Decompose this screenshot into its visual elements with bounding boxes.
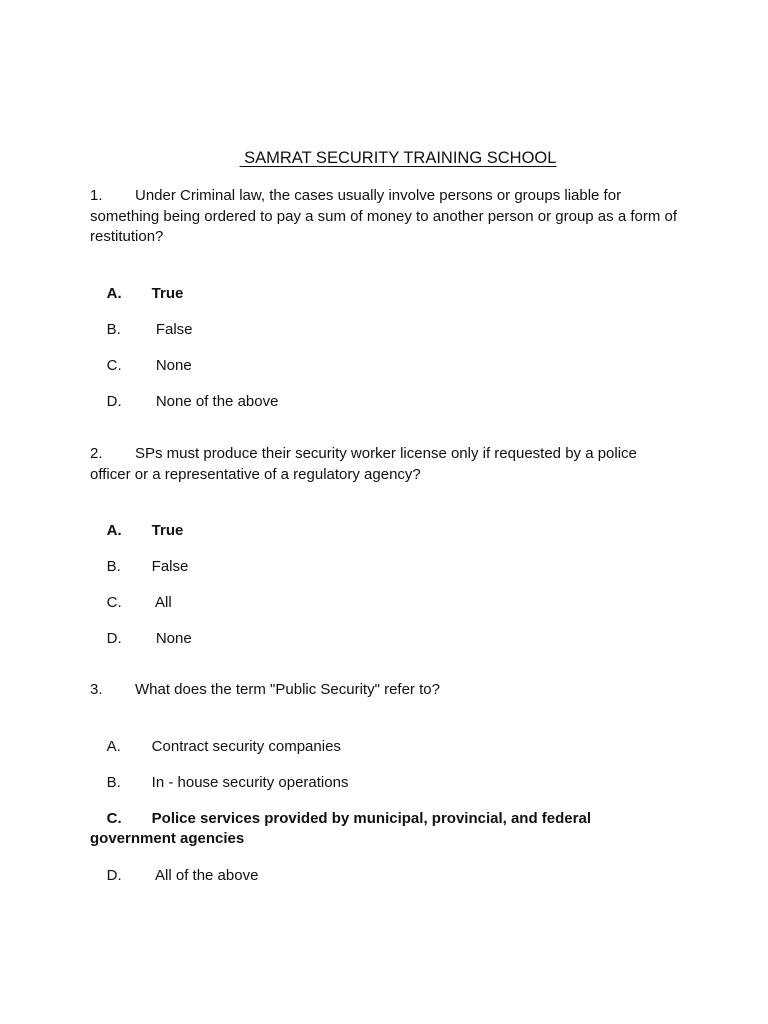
- question-number: 1.: [90, 187, 103, 204]
- question-1: [90, 186, 680, 248]
- option-letter: A.: [106, 284, 122, 302]
- option-letter: C.: [106, 593, 122, 611]
- option-text: False: [151, 320, 193, 338]
- option-letter: B.: [106, 773, 121, 791]
- option-text: All of the above: [151, 866, 259, 884]
- question-2-option-d: [90, 608, 690, 670]
- option-letter: D.: [106, 392, 122, 410]
- option-text: Police services provided by municipal, provincial, and federal government agencies: [90, 809, 596, 847]
- option-letter: C.: [106, 356, 122, 374]
- option-letter: A.: [106, 737, 121, 755]
- question-1-option-d: [90, 371, 690, 433]
- option-text: All: [151, 593, 172, 611]
- option-text: False: [151, 557, 189, 575]
- option-letter: C.: [106, 809, 122, 827]
- question-2: [90, 444, 680, 485]
- question-text: SPs must produce their security worker license only if requested by a police officer or a representative of a regulatory agency?: [90, 445, 637, 483]
- option-letter: D.: [106, 866, 122, 884]
- option-letter: A.: [106, 521, 122, 539]
- option-text: None of the above: [151, 392, 279, 410]
- option-text: In - house security operations: [151, 773, 349, 791]
- document-title: SAMRAT SECURITY TRAINING SCHOOL: [239, 149, 557, 167]
- option-text: True: [151, 521, 184, 539]
- question-3-option-d: [90, 845, 690, 907]
- option-letter: D.: [106, 629, 122, 647]
- question-number: 3.: [90, 681, 103, 698]
- option-text: Contract security companies: [151, 737, 341, 755]
- option-letter: B.: [106, 557, 121, 575]
- question-text: Under Criminal law, the cases usually involve persons or groups liable for something being ordered to pay a sum of money to another person or group as a form of restitution?: [90, 187, 678, 245]
- question-3: [90, 680, 680, 701]
- option-text: True: [151, 284, 184, 302]
- question-number: 2.: [90, 445, 103, 462]
- question-text: What does the term "Public Security" refer to?: [135, 681, 440, 698]
- option-letter: B.: [106, 320, 121, 338]
- option-text: None: [151, 356, 192, 374]
- option-text: None: [151, 629, 192, 647]
